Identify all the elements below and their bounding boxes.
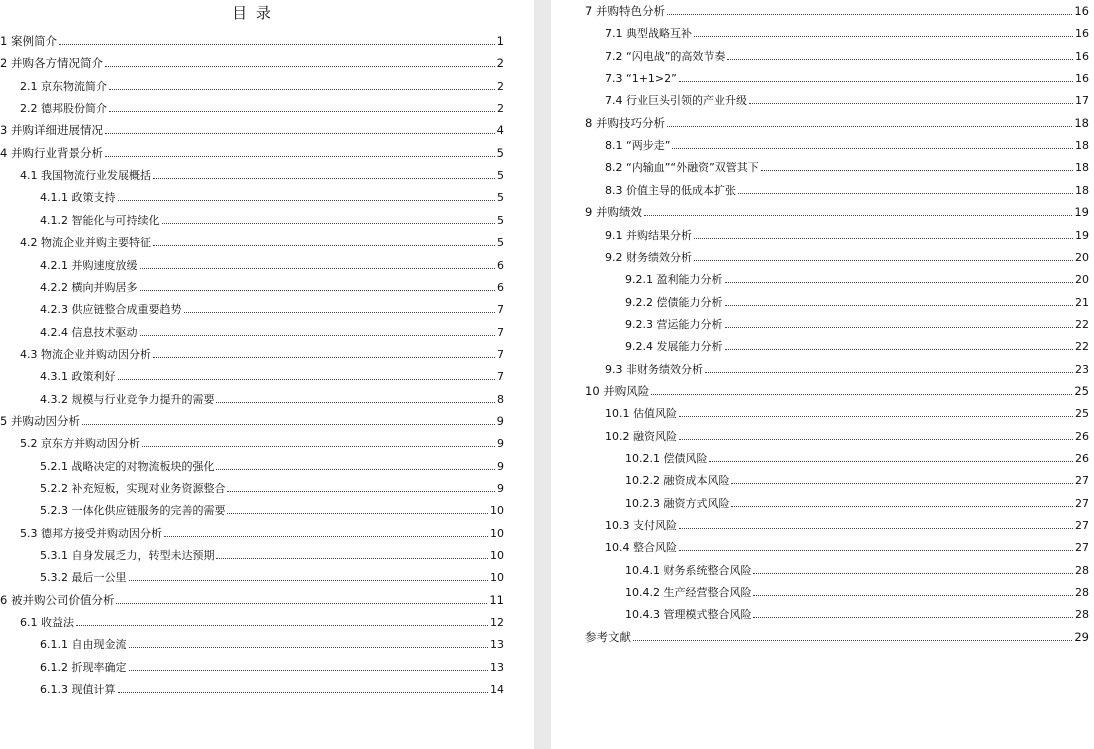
toc-entry[interactable] <box>40 638 504 651</box>
toc-entry-page: 27 <box>1075 496 1089 510</box>
dot-leader <box>162 223 496 224</box>
dot-leader <box>142 446 495 447</box>
toc-entry-page: 2 <box>497 79 504 93</box>
toc-entry[interactable] <box>40 661 504 674</box>
toc-entry-page: 13 <box>490 660 504 674</box>
dot-leader <box>216 469 495 470</box>
toc-entry-label: 4.2 物流企业并购主要特征 <box>20 236 151 250</box>
toc-entry[interactable] <box>605 27 1089 40</box>
toc-entry[interactable] <box>585 631 1089 644</box>
toc-entry-label: 10.4 整合风险 <box>605 541 677 555</box>
toc-entry-label: 1 案例简介 <box>0 34 57 48</box>
dot-leader <box>105 66 495 67</box>
toc-entry[interactable] <box>40 571 504 584</box>
toc-entry-label: 7.1 典型战略互补 <box>605 27 692 41</box>
toc-entry-page: 17 <box>1075 94 1089 108</box>
toc-entry-label: 4.1.2 智能化与可持续化 <box>40 213 160 227</box>
toc-entry-page: 28 <box>1075 608 1089 622</box>
toc-entry-label: 6 被并购公司价值分析 <box>0 592 115 607</box>
toc-entry-page: 9 <box>497 482 504 495</box>
dot-leader <box>725 349 1074 350</box>
toc-entry-page: 2 <box>496 56 504 71</box>
toc-entry-label: 3 并购详细进展情况 <box>0 123 103 138</box>
dot-leader <box>105 156 495 157</box>
dot-leader <box>118 692 489 693</box>
toc-entry-label: 9.2 财务绩效分析 <box>605 250 692 264</box>
toc-page-left <box>0 0 534 749</box>
toc-entry-label: 9.2.4 发展能力分析 <box>625 340 723 354</box>
toc-entry-page: 19 <box>1074 205 1089 220</box>
toc-entry-page: 2 <box>497 102 504 116</box>
toc-entry-label: 9.2.2 偿债能力分析 <box>625 295 723 309</box>
toc-entry-label: 10.2.2 融资成本风险 <box>625 474 730 488</box>
toc-entry-page: 5 <box>497 169 504 183</box>
dot-leader <box>59 44 495 45</box>
toc-entry-page: 4 <box>496 123 504 138</box>
toc-entry-label: 8.1 “两步走” <box>605 139 671 153</box>
toc-entry-label: 8 并购技巧分析 <box>585 115 665 130</box>
toc-entry-label: 参考文献 <box>585 629 631 644</box>
toc-entry-label: 10.2 融资风险 <box>605 429 677 443</box>
dot-leader <box>105 133 495 134</box>
toc-entry-page: 28 <box>1075 586 1089 600</box>
dot-leader <box>216 402 495 403</box>
toc-entry-page: 5 <box>497 236 504 250</box>
dot-leader <box>694 238 1073 239</box>
dot-leader <box>184 312 496 313</box>
toc-entry-page: 27 <box>1075 541 1089 555</box>
dot-leader <box>672 148 1073 149</box>
toc-entry[interactable] <box>40 549 504 562</box>
toc-entry-label: 9.3 非财务绩效分析 <box>605 362 703 376</box>
toc-entry-page: 16 <box>1075 49 1089 63</box>
dot-leader <box>725 282 1074 283</box>
toc-entry-page: 29 <box>1074 629 1089 644</box>
toc-entry-label: 5.2.3 一体化供应链服务的完善的需要 <box>40 504 226 518</box>
toc-entry-page: 6 <box>497 280 504 294</box>
toc-entry[interactable] <box>20 102 504 115</box>
toc-entry[interactable] <box>40 326 504 339</box>
toc-entry[interactable] <box>20 348 504 361</box>
dot-leader <box>667 14 1072 15</box>
toc-entry[interactable] <box>0 124 504 137</box>
toc-entry-label: 2 并购各方情况简介 <box>0 56 103 71</box>
toc-entry-label: 9.2.3 营运能力分析 <box>625 317 723 331</box>
toc-entry-label: 7 并购特色分析 <box>585 4 665 18</box>
toc-entry-label: 5.2 京东方并购动因分析 <box>20 437 140 451</box>
toc-entry[interactable] <box>20 80 504 93</box>
toc-entry[interactable] <box>625 452 1089 465</box>
toc-entry-page: 25 <box>1074 383 1089 398</box>
toc-entry[interactable] <box>605 139 1089 152</box>
toc-entry[interactable] <box>40 191 504 204</box>
toc-entry-label: 4.3.1 政策利好 <box>40 370 116 384</box>
dot-leader <box>679 550 1073 551</box>
toc-entry[interactable] <box>625 296 1089 309</box>
toc-entry[interactable] <box>605 161 1089 174</box>
toc-entry-page: 18 <box>1074 115 1089 130</box>
toc-entry-page: 5 <box>497 213 504 227</box>
toc-entry-page: 18 <box>1075 139 1089 153</box>
toc-entry-page: 18 <box>1075 183 1089 197</box>
toc-entry[interactable] <box>605 407 1089 420</box>
toc-entry[interactable] <box>625 474 1089 487</box>
dot-leader <box>667 126 1072 127</box>
toc-entry-label: 4.2.2 横向并购居多 <box>40 280 138 294</box>
toc-entry-label: 10.4.3 管理模式整合风险 <box>625 608 752 622</box>
dot-leader <box>761 170 1073 171</box>
toc-entry-label: 5.3 德邦方接受并购动因分析 <box>20 526 162 540</box>
toc-entry[interactable] <box>0 415 504 428</box>
dot-leader <box>725 305 1074 306</box>
toc-entry-page: 8 <box>497 392 504 406</box>
toc-page-right <box>551 0 1094 749</box>
dot-leader <box>679 439 1073 440</box>
toc-entry-label: 9.2.1 盈利能力分析 <box>625 273 723 287</box>
toc-entry-label: 4.2.3 供应链整合成重要趋势 <box>40 303 182 317</box>
dot-leader <box>731 483 1073 484</box>
toc-entry-page: 9 <box>497 437 504 451</box>
toc-entry-page: 10 <box>490 571 504 585</box>
dot-leader <box>129 670 489 671</box>
toc-entry-page: 21 <box>1075 295 1089 309</box>
toc-entry-page: 5 <box>496 145 504 160</box>
toc-entry-label: 9.1 并购结果分析 <box>605 228 692 242</box>
dot-leader <box>738 193 1073 194</box>
toc-entry-page: 27 <box>1075 474 1089 488</box>
dot-leader <box>116 603 487 604</box>
dot-leader <box>749 103 1073 104</box>
dot-leader <box>753 573 1073 574</box>
toc-entry[interactable] <box>605 184 1089 197</box>
toc-entry-label: 4.2.4 信息技术驱动 <box>40 325 138 339</box>
toc-entry[interactable] <box>40 303 504 316</box>
toc-entry[interactable] <box>625 608 1089 621</box>
toc-entry-page: 16 <box>1075 27 1089 41</box>
dot-leader <box>153 357 495 358</box>
toc-entry[interactable] <box>0 594 504 607</box>
toc-entry-label: 10.4.1 财务系统整合风险 <box>625 563 752 577</box>
toc-entry[interactable] <box>605 72 1089 85</box>
toc-entry-page: 26 <box>1075 452 1089 465</box>
toc-entry-label: 4.3 物流企业并购动因分析 <box>20 347 151 361</box>
dot-leader <box>153 178 495 179</box>
dot-leader <box>129 580 489 581</box>
toc-entry-page: 10 <box>490 504 504 518</box>
dot-leader <box>731 506 1073 507</box>
toc-entry[interactable] <box>40 683 504 696</box>
dot-leader <box>153 245 495 246</box>
toc-entry-page: 13 <box>490 638 504 652</box>
toc-entry[interactable] <box>585 117 1089 130</box>
toc-entry-label: 9 并购绩效 <box>585 205 642 220</box>
toc-entry-label: 6.1.2 折现率确定 <box>40 660 127 674</box>
toc-entry[interactable] <box>605 430 1089 443</box>
dot-leader <box>82 424 495 425</box>
toc-entry[interactable] <box>20 527 504 540</box>
toc-entry-page: 18 <box>1075 161 1089 175</box>
toc-entry-page: 7 <box>497 347 504 361</box>
dot-leader <box>725 327 1074 328</box>
toc-entry[interactable] <box>625 497 1089 510</box>
toc-entry[interactable] <box>0 147 504 160</box>
toc-entry[interactable] <box>40 259 504 272</box>
toc-entry-page: 22 <box>1075 340 1089 354</box>
dot-leader <box>694 260 1073 261</box>
toc-entry[interactable] <box>605 50 1089 63</box>
dot-leader <box>118 379 496 380</box>
toc-entry[interactable] <box>625 340 1089 353</box>
toc-entry[interactable] <box>625 273 1089 286</box>
dot-leader <box>709 461 1073 462</box>
toc-entry[interactable] <box>625 318 1089 331</box>
toc-entry-page: 12 <box>490 616 504 630</box>
toc-entry-page: 10 <box>490 526 504 540</box>
toc-title: 目 录 <box>232 4 273 22</box>
dot-leader <box>644 215 1072 216</box>
toc-entry-page: 16 <box>1075 72 1089 86</box>
toc-entry[interactable] <box>40 214 504 227</box>
toc-entry[interactable] <box>20 437 504 450</box>
toc-entry-page: 14 <box>490 683 504 697</box>
toc-entry[interactable] <box>20 236 504 249</box>
toc-entry[interactable] <box>605 519 1089 532</box>
toc-entry-label: 5.2.2 补充短板，实现对业务资源整合 <box>40 482 226 495</box>
toc-entry-page: 25 <box>1075 407 1089 421</box>
dot-leader <box>140 290 496 291</box>
toc-entry[interactable] <box>40 504 504 517</box>
toc-entry[interactable] <box>605 251 1089 264</box>
toc-entry[interactable] <box>585 385 1089 398</box>
toc-entry-page: 6 <box>497 258 504 272</box>
toc-entry[interactable] <box>625 564 1089 577</box>
toc-entry[interactable] <box>40 370 504 383</box>
toc-entry[interactable] <box>605 363 1089 376</box>
toc-entry-page: 23 <box>1075 362 1089 376</box>
toc-entry-label: 4.1 我国物流行业发展概括 <box>20 169 151 183</box>
toc-entry-label: 10 并购风险 <box>585 383 650 398</box>
toc-entry[interactable] <box>0 57 504 70</box>
dot-leader <box>651 394 1072 395</box>
toc-entry[interactable] <box>20 616 504 629</box>
toc-entry-label: 10.4.2 生产经营整合风险 <box>625 586 752 600</box>
toc-entry-page: 1 <box>496 34 504 48</box>
dot-leader <box>216 558 488 559</box>
dot-leader <box>164 536 488 537</box>
toc-entry-label: 4.3.2 规模与行业竞争力提升的需要 <box>40 392 215 406</box>
toc-entry-label: 4 并购行业背景分析 <box>0 145 103 160</box>
toc-entry[interactable] <box>605 541 1089 554</box>
toc-entry-page: 20 <box>1075 273 1089 287</box>
dot-leader <box>227 513 488 514</box>
toc-entry-page: 5 <box>497 191 504 205</box>
toc-entry-label: 8.2 “内输血”“外融资”双管其下 <box>605 161 759 175</box>
toc-entry-label: 10.3 支付风险 <box>605 519 677 533</box>
toc-entry-label: 6.1 收益法 <box>20 616 74 630</box>
dot-leader <box>227 491 495 492</box>
dot-leader <box>705 372 1073 373</box>
dot-leader <box>129 647 489 648</box>
toc-entry-page: 28 <box>1075 563 1089 577</box>
dot-leader <box>109 89 495 90</box>
dot-leader <box>140 335 496 336</box>
toc-entry-label: 5.3.1 自身发展乏力，转型未达预期 <box>40 549 215 563</box>
toc-entry[interactable] <box>585 206 1089 219</box>
toc-entry-label: 4.1.1 政策支持 <box>40 191 116 205</box>
toc-entry-page: 20 <box>1075 250 1089 264</box>
toc-entry-page: 16 <box>1074 4 1089 18</box>
dot-leader <box>633 640 1072 641</box>
toc-entry-label: 7.3 “1+1>2” <box>605 72 677 86</box>
toc-entry-page: 9 <box>497 459 504 473</box>
toc-entry-page: 27 <box>1075 519 1089 533</box>
toc-entry[interactable] <box>40 393 504 406</box>
dot-leader <box>76 625 488 626</box>
toc-entry-label: 4.2.1 并购速度放缓 <box>40 258 138 272</box>
toc-entry-label: 5.3.2 最后一公里 <box>40 571 127 585</box>
toc-entry[interactable] <box>40 482 504 495</box>
toc-entry-page: 26 <box>1075 429 1089 443</box>
toc-entry-label: 2.1 京东物流简介 <box>20 79 107 93</box>
dot-leader <box>109 111 495 112</box>
dot-leader <box>118 200 496 201</box>
toc-entry[interactable] <box>40 460 504 473</box>
toc-entry-page: 19 <box>1075 228 1089 242</box>
toc-entry-page: 7 <box>497 303 504 317</box>
toc-entry[interactable] <box>585 5 1089 18</box>
toc-entry-page: 9 <box>496 413 504 428</box>
toc-entry-label: 2.2 德邦股份简介 <box>20 102 107 116</box>
toc-entry-label: 6.1.1 自由现金流 <box>40 638 127 652</box>
toc-entry-page: 11 <box>489 592 504 607</box>
toc-entry-label: 10.2.1 偿债风险 <box>625 452 708 465</box>
dot-leader <box>679 528 1073 529</box>
toc-entry-label: 10.1 估值风险 <box>605 407 677 421</box>
toc-entry-label: 5.2.1 战略决定的对物流板块的强化 <box>40 459 215 473</box>
dot-leader <box>694 36 1073 37</box>
toc-entry-page: 22 <box>1075 317 1089 331</box>
toc-entry-page: 7 <box>497 370 504 384</box>
toc-entry[interactable] <box>605 229 1089 242</box>
dot-leader <box>679 81 1073 82</box>
toc-entry[interactable] <box>40 281 504 294</box>
dot-leader <box>140 268 496 269</box>
dot-leader <box>753 595 1073 596</box>
dot-leader <box>727 59 1073 60</box>
toc-entry-label: 5 并购动因分析 <box>0 413 80 428</box>
toc-entry-page: 7 <box>497 325 504 339</box>
toc-entry-page: 10 <box>490 549 504 563</box>
toc-entry-label: 8.3 价值主导的低成本扩张 <box>605 183 736 197</box>
toc-entry[interactable] <box>605 94 1089 107</box>
toc-entry-label: 7.2 “闪电战”的高效节奏 <box>605 49 726 63</box>
toc-entry-label: 10.2.3 融资方式风险 <box>625 496 730 510</box>
toc-entry[interactable] <box>0 35 504 48</box>
toc-entry[interactable] <box>20 169 504 182</box>
toc-entry-label: 6.1.3 现值计算 <box>40 683 116 697</box>
dot-leader <box>679 416 1073 417</box>
toc-entry[interactable] <box>625 586 1089 599</box>
toc-entry-label: 7.4 行业巨头引领的产业升级 <box>605 94 747 108</box>
dot-leader <box>753 617 1073 618</box>
